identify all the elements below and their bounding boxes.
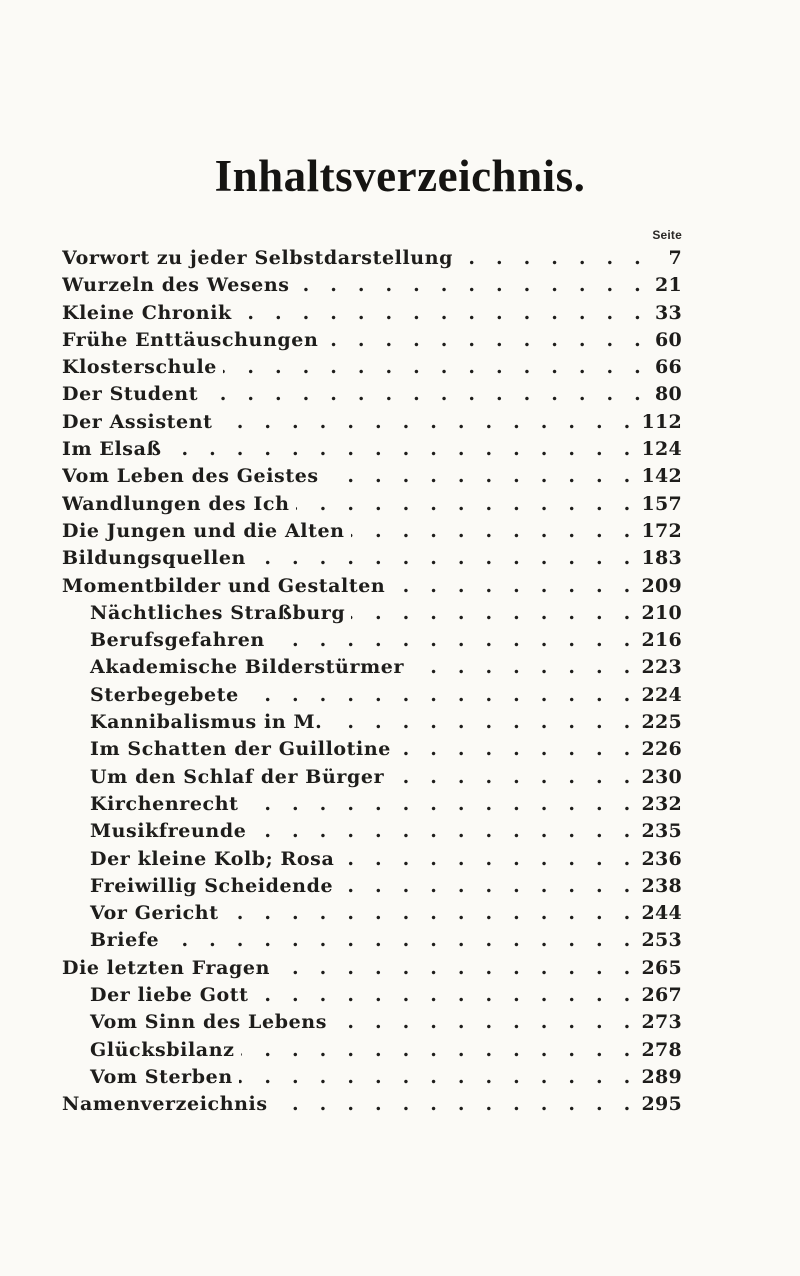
toc-entry-page-number: 236 — [641, 847, 682, 870]
toc-entry-page-number: 278 — [641, 1038, 682, 1061]
toc-entry — [62, 709, 682, 736]
dot-leader — [255, 982, 638, 1009]
dot-leader — [391, 573, 637, 600]
dot-leader — [325, 463, 638, 490]
toc-entry-page-number: 216 — [641, 629, 682, 652]
dot-leader — [241, 1037, 638, 1064]
toc-entry-title: Frühe Enttäuschungen — [62, 328, 319, 351]
toc-entry-title: Vom Sterben — [90, 1065, 233, 1088]
dot-leader — [252, 545, 638, 572]
toc-entry-page-number: 209 — [641, 574, 682, 597]
dot-leader — [333, 1009, 637, 1036]
toc-entry — [62, 627, 682, 654]
toc-entry — [62, 682, 682, 709]
toc-entry-title: Vor Gericht — [90, 902, 219, 925]
toc-entry-page-number: 172 — [641, 519, 682, 542]
toc-entry-page-number: 33 — [654, 301, 682, 324]
dot-leader — [339, 873, 637, 900]
toc-entry — [62, 927, 682, 954]
toc-entry-title: Freiwillig Scheidende — [90, 874, 334, 897]
toc-entry-title: Der kleine Kolb; Rosa — [90, 847, 335, 870]
toc-entry-page-number: 157 — [641, 492, 682, 515]
toc-entry-title: Namenverzeichnis — [62, 1093, 268, 1116]
toc-entry-page-number: 124 — [641, 438, 682, 461]
dot-leader — [390, 764, 637, 791]
toc-entry-page-number: 112 — [641, 410, 682, 433]
toc-entry — [62, 1009, 682, 1036]
toc-entry-title: Wandlungen des Ich — [62, 492, 290, 515]
toc-entry — [62, 764, 682, 791]
toc-entry — [62, 245, 682, 272]
toc-entry-page-number: 232 — [641, 792, 682, 815]
toc-entry — [62, 354, 682, 381]
toc-entry — [62, 545, 682, 572]
toc-entry-title: Nächtliches Straßburg — [90, 601, 346, 624]
toc-entry-title: Momentbilder und Gestalten — [62, 574, 386, 597]
dot-leader — [223, 354, 648, 381]
dot-leader — [340, 846, 637, 873]
toc-entry — [62, 327, 682, 354]
toc-entry-title: Kleine Chronik — [62, 301, 232, 324]
toc-entry — [62, 436, 682, 463]
toc-entry-page-number: 7 — [668, 247, 682, 269]
dot-leader — [225, 900, 638, 927]
dot-leader — [324, 327, 648, 354]
toc-entry — [62, 463, 682, 490]
toc-entry — [62, 900, 682, 927]
toc-entry-page-number: 244 — [641, 902, 682, 925]
toc-entry — [62, 381, 682, 408]
dot-leader — [204, 381, 648, 408]
toc-entry — [62, 791, 682, 818]
toc-entry-page-number: 60 — [654, 328, 682, 351]
toc-entry-page-number: 230 — [641, 765, 682, 788]
toc-entry-title: Berufsgefahren — [90, 629, 265, 652]
toc-entry-title: Im Schatten der Guillotine — [90, 738, 391, 761]
toc-entry — [62, 873, 682, 900]
toc-entry-title: Die letzten Fragen — [62, 956, 271, 979]
toc-entry — [62, 272, 682, 299]
toc-entry-page-number: 80 — [654, 383, 682, 406]
toc-entry-title: Sterbegebete — [90, 683, 239, 706]
toc-entry-title: Klosterschule — [62, 356, 217, 379]
toc-entry-title: Der liebe Gott — [90, 984, 249, 1007]
toc-entry — [62, 736, 682, 763]
toc-entry-page-number: 224 — [641, 683, 682, 706]
toc-entry-title: Wurzeln des Wesens — [62, 274, 290, 297]
toc-entry-page-number: 295 — [641, 1093, 682, 1116]
dot-leader — [351, 518, 638, 545]
toc-entry — [62, 955, 682, 982]
page-column-header: Seite — [652, 228, 682, 242]
toc-entry — [62, 846, 682, 873]
toc-entry — [62, 300, 682, 327]
toc-entry-title: Kirchenrecht — [90, 792, 239, 815]
dot-leader — [239, 1064, 638, 1091]
toc-entry-title: Der Student — [62, 383, 199, 406]
dot-leader — [238, 300, 648, 327]
toc-entry — [62, 518, 682, 545]
toc-entry-page-number: 142 — [641, 465, 682, 488]
toc-entry-title: Im Elsaß — [62, 438, 162, 461]
toc-entry-page-number: 235 — [641, 820, 682, 843]
toc-entry-page-number: 273 — [641, 1011, 682, 1034]
toc-entry-page-number: 225 — [641, 711, 682, 734]
toc-entry-title: Der Assistent — [62, 410, 213, 433]
dot-leader — [410, 654, 637, 681]
dot-leader — [274, 1091, 638, 1118]
dot-leader — [296, 491, 638, 518]
dot-leader — [296, 272, 648, 299]
dot-leader — [328, 709, 637, 736]
toc-entry — [62, 1037, 682, 1064]
toc-entry-page-number: 238 — [641, 874, 682, 897]
toc-entry — [62, 600, 682, 627]
dot-leader — [271, 627, 638, 654]
toc-entry — [62, 1091, 682, 1118]
toc-entry-title: Glücksbilanz — [90, 1038, 235, 1061]
toc-entry-title: Die Jungen und die Alten — [62, 519, 345, 542]
dot-leader — [397, 736, 637, 763]
dot-leader — [219, 409, 638, 436]
toc-entry-page-number: 289 — [641, 1065, 682, 1088]
toc-entry — [62, 409, 682, 436]
toc-entry — [62, 1064, 682, 1091]
toc-entry-page-number: 223 — [641, 656, 682, 679]
toc-entry-title: Vom Leben des Geistes — [62, 465, 319, 488]
toc-entry-page-number: 183 — [641, 547, 682, 570]
toc-entry-title: Akademische Bilderstürmer — [90, 656, 405, 679]
toc-entry-page-number: 267 — [641, 984, 682, 1007]
dot-leader — [276, 955, 637, 982]
toc-entry-title: Bildungsquellen — [62, 547, 246, 570]
toc-entry-page-number: 210 — [641, 601, 682, 624]
toc-entry-page-number: 66 — [654, 356, 682, 379]
toc-entry — [62, 491, 682, 518]
page-title: Inhaltsverzeichnis. — [214, 151, 586, 201]
dot-leader — [459, 245, 648, 272]
dot-leader — [245, 791, 638, 818]
toc-entry-title: Vorwort zu jeder Selbstdarstellung — [62, 247, 453, 269]
toc-entry-title: Briefe — [90, 929, 160, 952]
toc-entry-title: Kannibalismus in M. — [90, 711, 323, 734]
dot-leader — [351, 600, 637, 627]
toc-entry — [62, 818, 682, 845]
toc-entry-title: Vom Sinn des Lebens — [90, 1011, 327, 1034]
toc-entry-title: Um den Schlaf der Bürger — [90, 765, 385, 788]
dot-leader — [245, 682, 638, 709]
dot-leader — [252, 818, 637, 845]
dot-leader — [168, 436, 638, 463]
toc-entry-title: Musikfreunde — [90, 820, 247, 843]
toc-entry-page-number: 226 — [641, 738, 682, 761]
toc-entry — [62, 654, 682, 681]
toc-entry — [62, 573, 682, 600]
toc-entry-page-number: 253 — [641, 929, 682, 952]
table-of-contents — [62, 245, 682, 1119]
toc-entry-page-number: 265 — [641, 956, 682, 979]
toc-entry — [62, 982, 682, 1009]
toc-entry-page-number: 21 — [654, 274, 682, 297]
dot-leader — [165, 927, 637, 954]
